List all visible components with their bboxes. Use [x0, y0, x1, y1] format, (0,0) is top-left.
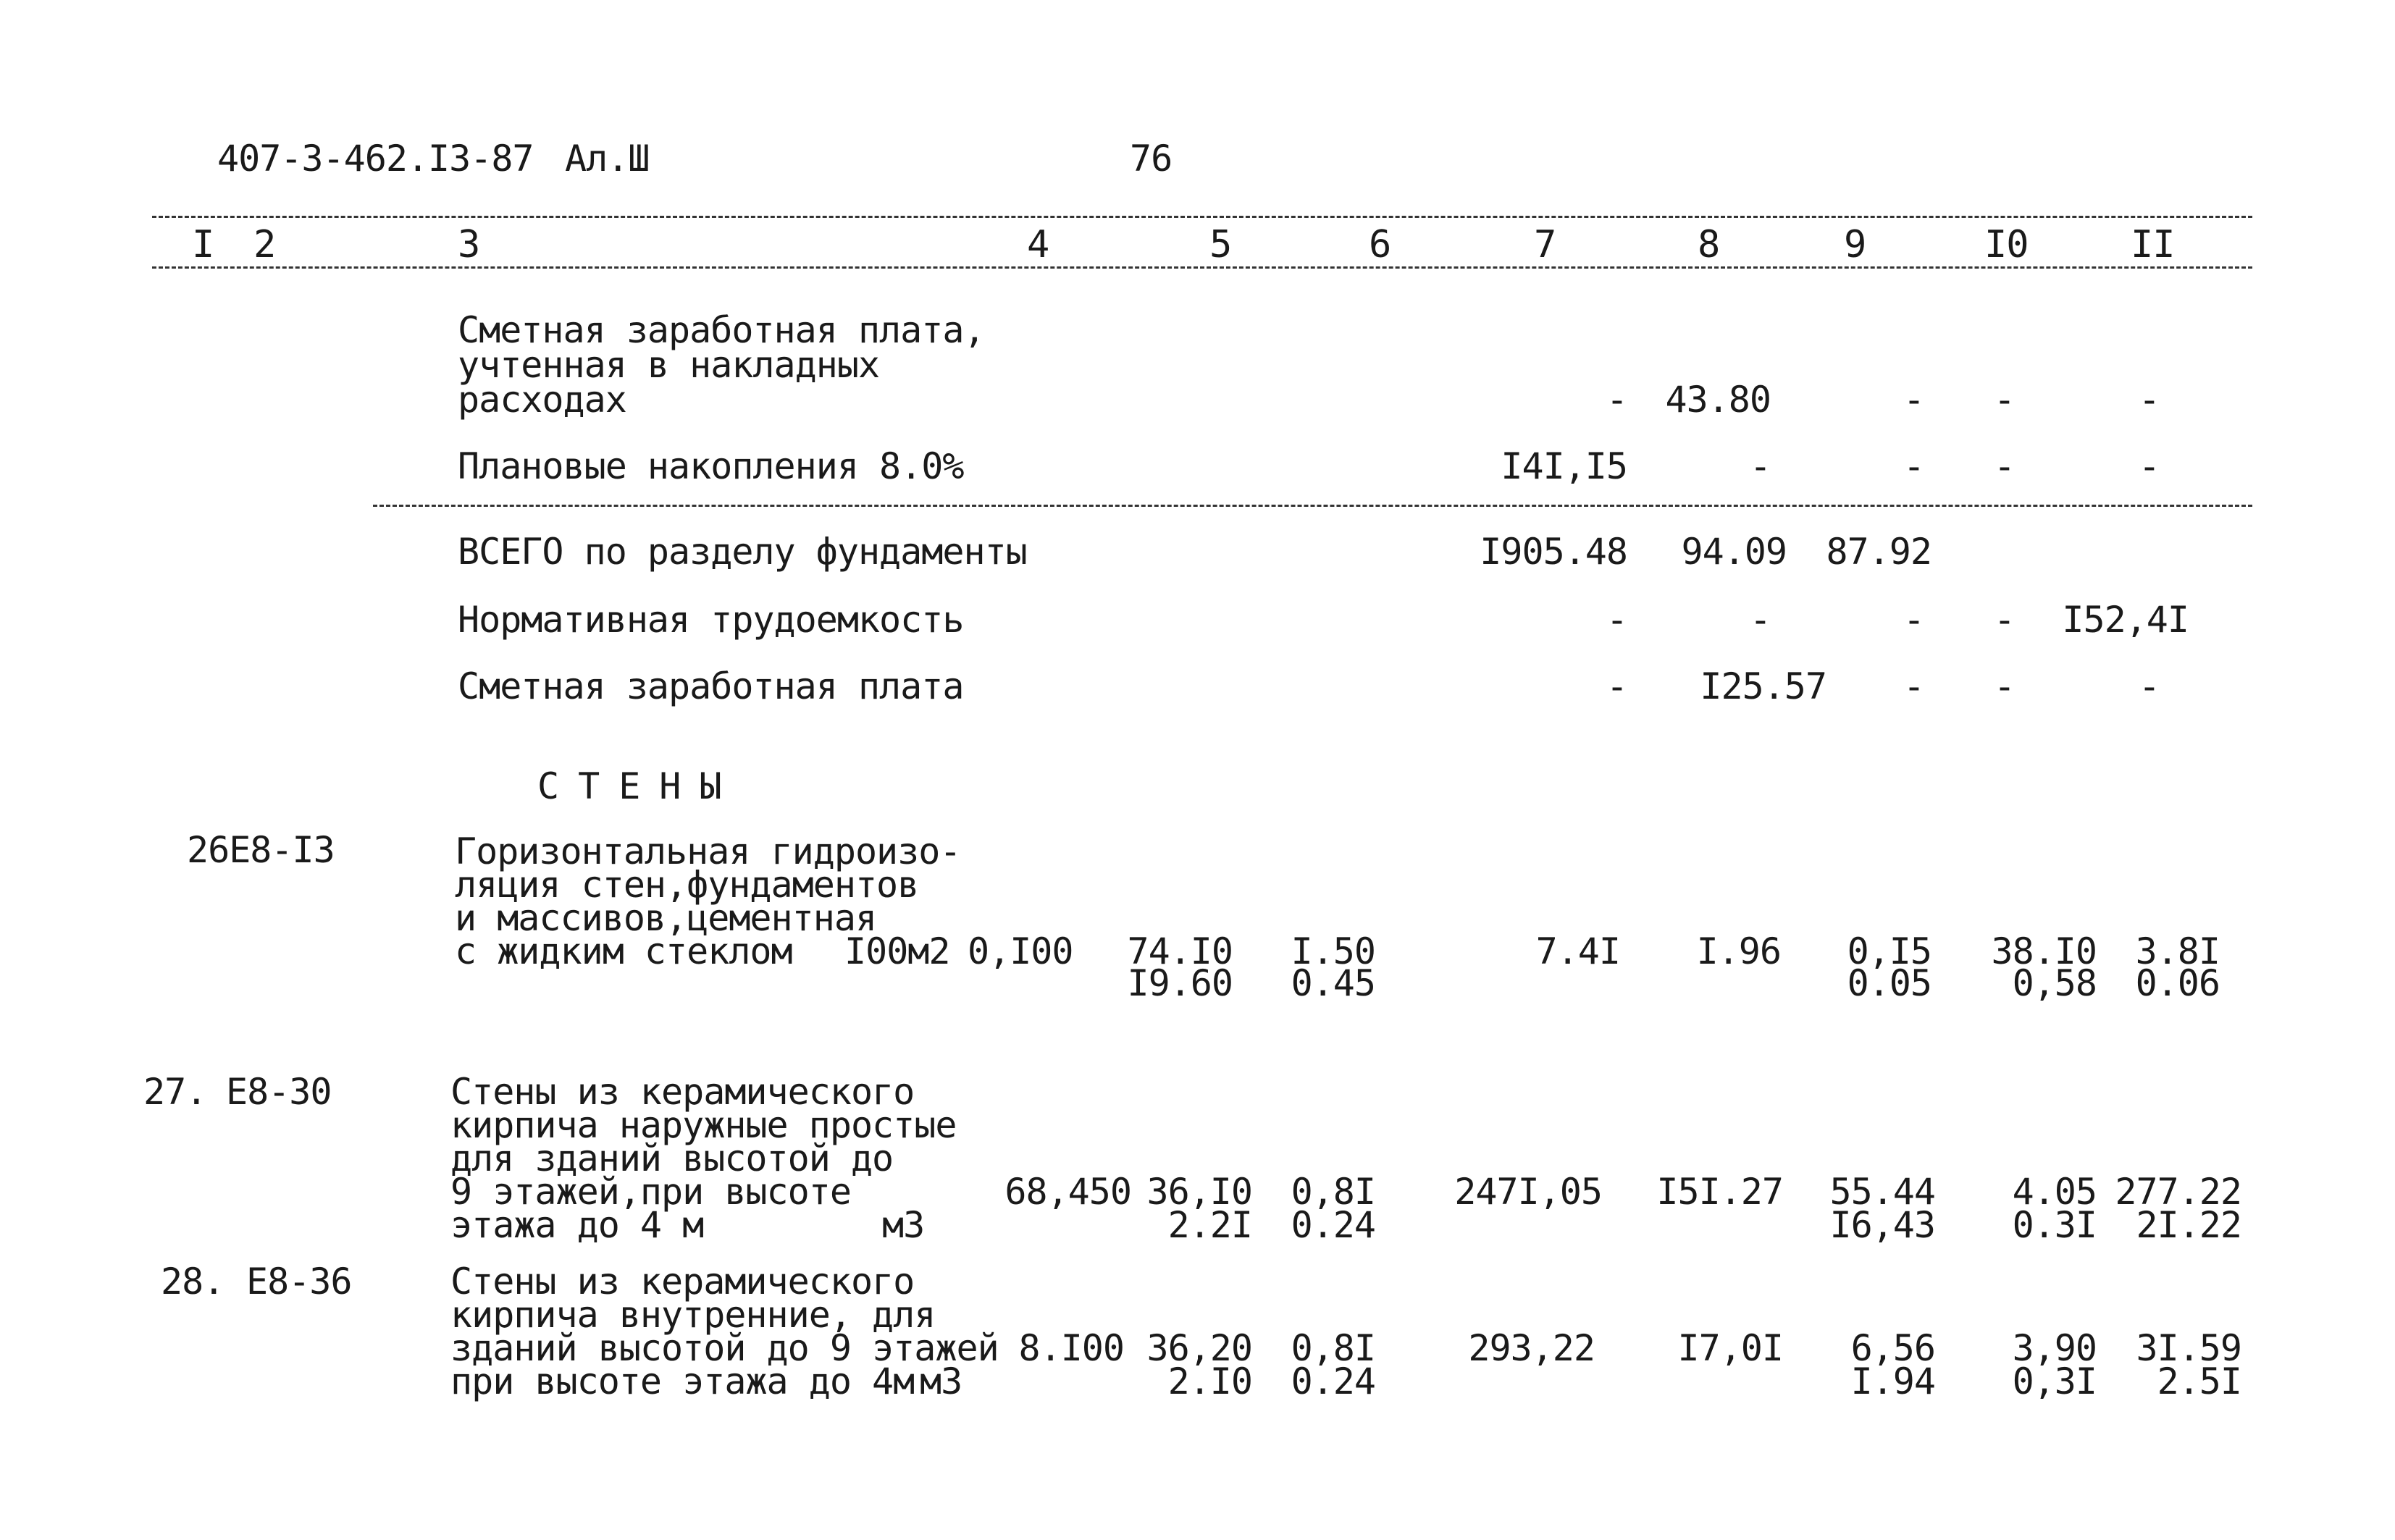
cell-col11: 2.5I: [2157, 1360, 2241, 1402]
cell-col11: 3.8I: [2135, 930, 2220, 972]
item-description: зданий высотой до 9 этажей: [450, 1327, 999, 1369]
cell-col6: I.50: [1291, 930, 1375, 972]
item-quantity: 8.I00: [1018, 1327, 1124, 1369]
cell-col5: 2.I0: [1167, 1360, 1252, 1402]
cell-col9: 87.92: [1826, 531, 1931, 573]
row-label: Нормативная трудоемкость: [458, 599, 964, 641]
cell-col7: I4I,I5: [1501, 445, 1627, 487]
cell-col8: I.96: [1696, 930, 1781, 972]
cell-col9: 0.05: [1847, 962, 1931, 1004]
item-number: 28.: [161, 1261, 225, 1303]
row-label: учтенная в накладных: [458, 344, 880, 386]
cell-col6: 0.45: [1291, 962, 1375, 1004]
cell-col9: 55.44: [1829, 1171, 1935, 1213]
cell-col11: -: [2138, 665, 2160, 707]
cell-col6: 0,8I: [1291, 1327, 1375, 1369]
cell-col7: -: [1606, 599, 1627, 641]
cell-col8: I5I.27: [1656, 1171, 1783, 1213]
item-description: Горизонтальная гидроизо-: [455, 830, 961, 872]
cell-col10: 4.05: [2012, 1171, 2097, 1213]
cell-col9: I6,43: [1829, 1204, 1935, 1246]
cell-col10: 0,3I: [2012, 1360, 2097, 1402]
cell-col6: 0.24: [1291, 1204, 1375, 1246]
column-header: 8: [1698, 223, 1720, 266]
column-header: 4: [1027, 223, 1049, 266]
cell-col11: 3I.59: [2136, 1327, 2241, 1369]
cell-col8: I7,0I: [1677, 1327, 1783, 1369]
cell-col10: -: [1993, 445, 2015, 487]
cell-col7: -: [1606, 665, 1627, 707]
column-header: I: [192, 223, 214, 266]
cell-col6: 0.24: [1291, 1360, 1375, 1402]
item-code: 26E8-I3: [187, 829, 335, 871]
cell-col8: I25.57: [1700, 665, 1826, 707]
cell-col9: I.94: [1850, 1360, 1935, 1402]
column-header: 9: [1844, 223, 1866, 266]
section-total-rule: [373, 505, 2252, 507]
item-unit: I00м2: [844, 930, 950, 972]
cell-col11: -: [2138, 379, 2160, 421]
cell-col9: -: [1903, 379, 1924, 421]
item-quantity: 68,450: [1004, 1171, 1131, 1213]
cell-col9: -: [1903, 665, 1924, 707]
item-description: кирпича наружные простые: [450, 1104, 957, 1146]
row-label: Сметная заработная плата: [458, 665, 964, 707]
cell-col10: 3,90: [2012, 1327, 2097, 1369]
section-title: СТЕНЫ: [537, 765, 741, 807]
cell-col7: 293,22: [1468, 1327, 1595, 1369]
cell-col5: 74.I0: [1127, 930, 1233, 972]
item-unit: м3: [920, 1360, 962, 1402]
column-header: 5: [1209, 223, 1232, 266]
cell-col8: -: [1749, 445, 1771, 487]
row-label: расходах: [458, 379, 626, 421]
cell-col8: -: [1749, 599, 1771, 641]
cell-col11: 0.06: [2135, 962, 2220, 1004]
item-code: E8-30: [226, 1071, 332, 1113]
item-description: Стены из керамического: [450, 1261, 915, 1303]
column-header: II: [2131, 223, 2175, 266]
item-description: 9 этажей,при высоте: [450, 1171, 851, 1213]
cell-col9: -: [1903, 599, 1924, 641]
cell-col9: 6,56: [1850, 1327, 1935, 1369]
cell-col10: 0.3I: [2012, 1204, 2097, 1246]
cell-col10: -: [1993, 599, 2015, 641]
cell-col6: 0,8I: [1291, 1171, 1375, 1213]
cell-col10: 0,58: [2012, 962, 2097, 1004]
cell-col7: 7.4I: [1535, 930, 1620, 972]
cell-col10: -: [1993, 379, 2015, 421]
cell-col7: I905.48: [1480, 531, 1627, 573]
cell-col5: 36,20: [1146, 1327, 1252, 1369]
row-label: Плановые накопления 8.0%: [458, 445, 964, 487]
item-quantity: 0,I00: [968, 930, 1073, 972]
item-description: Стены из керамического: [450, 1071, 915, 1113]
column-header: I0: [1984, 223, 2029, 266]
row-label: Сметная заработная плата,: [458, 309, 985, 351]
cell-col8: 94.09: [1681, 531, 1787, 573]
column-header: 6: [1369, 223, 1391, 266]
cell-col5: I9.60: [1127, 962, 1233, 1004]
column-header: 2: [253, 223, 276, 266]
document-code: 407-3-462.I3-87: [217, 138, 534, 180]
item-description: ляция стен,фундаментов: [455, 864, 919, 906]
item-description: с жидким стеклом: [455, 930, 792, 972]
cell-col11: 2I.22: [2136, 1204, 2241, 1246]
cell-col8: 43.80: [1665, 379, 1771, 421]
cell-col5: 36,I0: [1146, 1171, 1252, 1213]
cell-col9: 0,I5: [1847, 930, 1931, 972]
item-description: при высоте этажа до 4м: [450, 1360, 915, 1402]
column-header: 7: [1534, 223, 1556, 266]
cell-col10: 38.I0: [1991, 930, 2097, 972]
item-code: E8-36: [246, 1261, 352, 1303]
cell-col11: I52,4I: [2062, 599, 2189, 641]
album-label: Ал.Ш: [565, 138, 650, 180]
column-header: 3: [458, 223, 480, 266]
cell-col7: -: [1606, 379, 1627, 421]
item-unit: м3: [882, 1204, 925, 1246]
item-description: этажа до 4 м: [450, 1204, 704, 1246]
header-bottom-rule: [152, 266, 2252, 269]
cell-col10: -: [1993, 665, 2015, 707]
row-label: ВСЕГО по разделу фундаменты: [458, 531, 1027, 573]
item-description: кирпича внутренние, для: [450, 1294, 936, 1336]
cell-col11: -: [2138, 445, 2160, 487]
item-description: для зданий высотой до: [450, 1137, 894, 1179]
page-number: 76: [1130, 138, 1173, 180]
cell-col7: 247I,05: [1454, 1171, 1602, 1213]
header-top-rule: [152, 216, 2252, 218]
item-number: 27.: [143, 1071, 207, 1113]
cell-col5: 2.2I: [1167, 1204, 1252, 1246]
cell-col11: 277.22: [2115, 1171, 2241, 1213]
cell-col9: -: [1903, 445, 1924, 487]
item-description: и массивов,цементная: [455, 897, 877, 939]
